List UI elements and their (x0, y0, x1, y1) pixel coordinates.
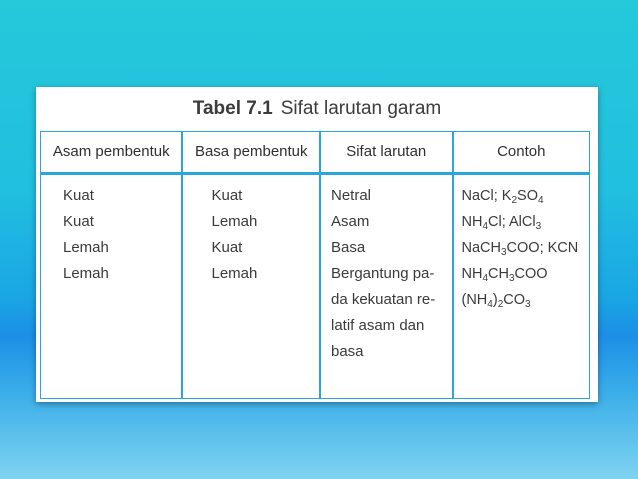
header-property: Sifat larutan (321, 132, 452, 175)
property-cell: Netral (330, 187, 371, 204)
column-acid (41, 132, 183, 398)
property-cell: Asam (330, 213, 370, 230)
base-cell: Kuat (211, 239, 243, 256)
acid-cell: Kuat (63, 187, 94, 204)
property-cell: basa (330, 343, 364, 360)
example-formula: NaCl; $K_2SO_4$ (461, 188, 544, 206)
property-cell: da kekuatan re- (330, 291, 436, 308)
example-formula: $NH_4CH_3COO$ (461, 266, 548, 284)
acid-cell: Kuat (63, 213, 94, 230)
salt-properties-table (40, 131, 590, 399)
base-cell: Lemah (211, 213, 258, 230)
column-base (183, 132, 321, 398)
base-cell: Lemah (211, 265, 258, 282)
base-cell: Kuat (211, 187, 243, 204)
header-base: Basa pembentuk (183, 132, 319, 175)
example-formula: $NH_4Cl$; AlCl$_3$ (461, 214, 542, 232)
column-property (321, 132, 454, 398)
acid-cell: Lemah (63, 265, 109, 282)
example-formula: NaCH$_3$COO; KCN (461, 240, 579, 258)
header-acid: Asam pembentuk (41, 132, 181, 175)
table-number: Tabel 7.1 (192, 98, 273, 119)
column-examples (454, 132, 590, 398)
property-cell: Bergantung pa- (330, 265, 435, 282)
property-cell: Basa (330, 239, 366, 256)
slide-card (36, 87, 598, 402)
example-formula: $(NH_4)_2CO_3$ (461, 292, 531, 310)
table-caption: Sifat larutan garam (280, 98, 442, 119)
property-cell: latif asam dan (330, 317, 425, 334)
header-examples: Contoh (454, 132, 590, 175)
table-title (36, 87, 598, 131)
acid-cell: Lemah (63, 239, 109, 256)
